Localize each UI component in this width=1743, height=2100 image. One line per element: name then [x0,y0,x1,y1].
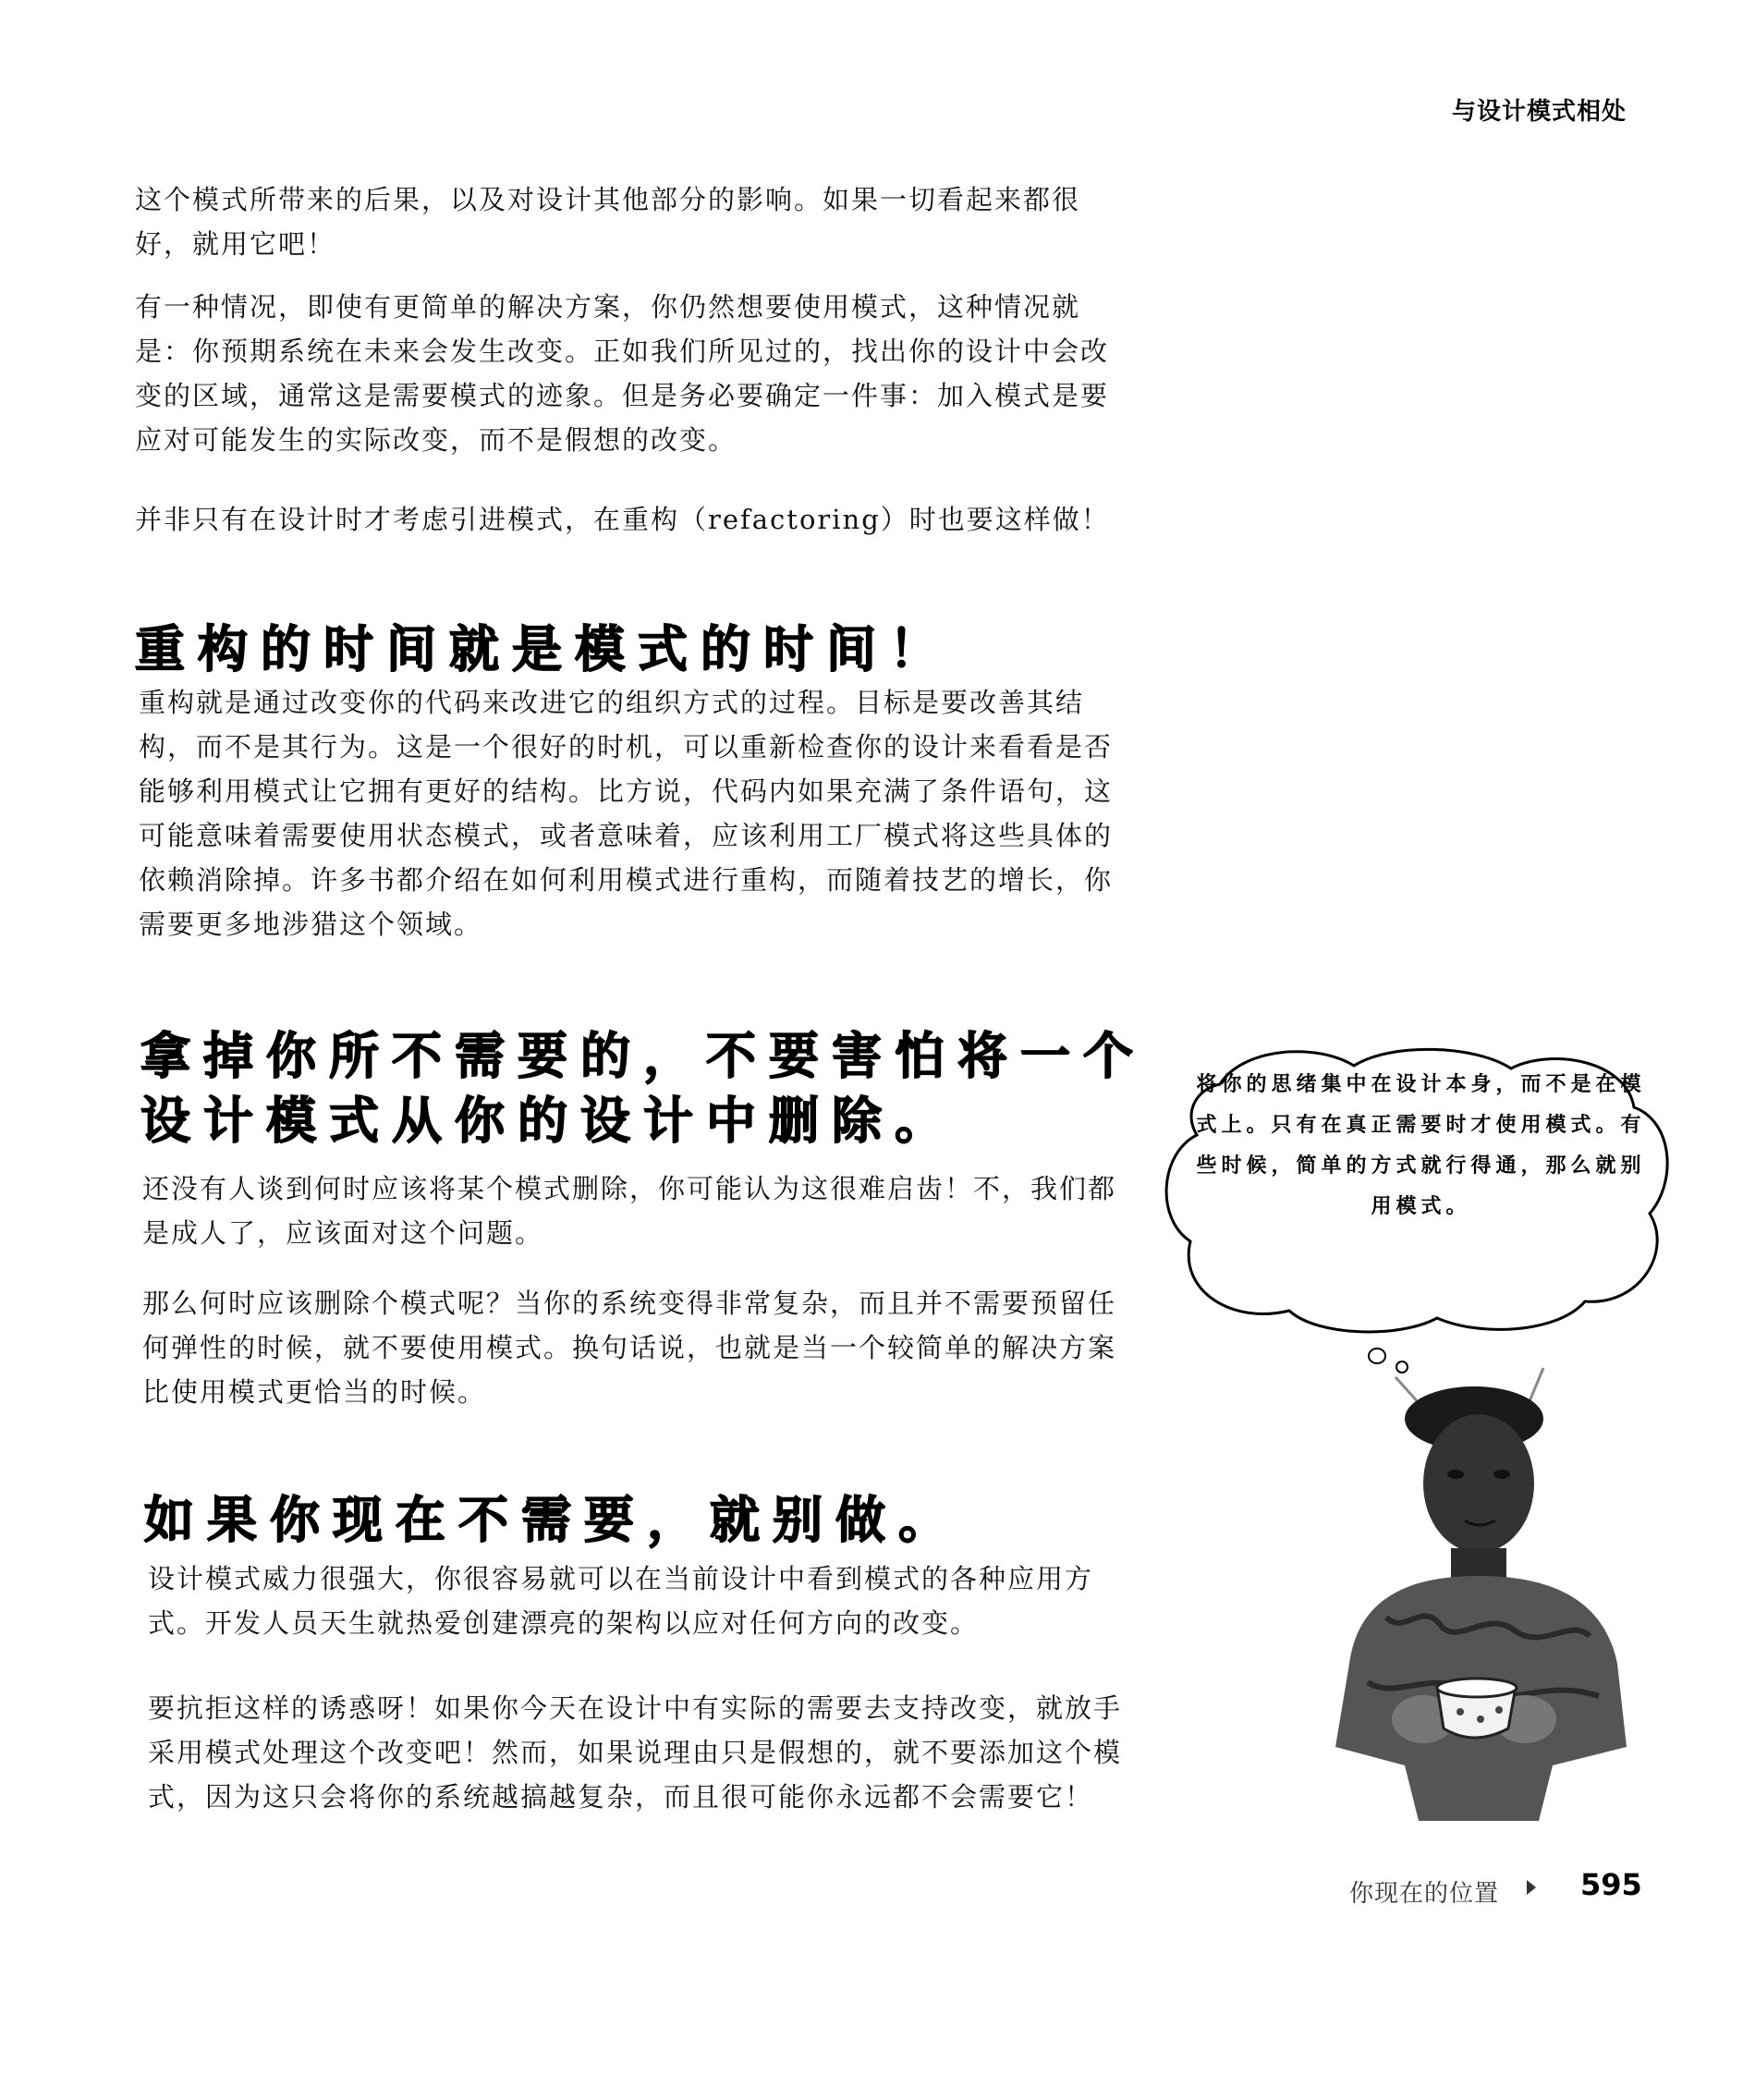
footer-location-link[interactable]: 你现在的位置 [1349,1880,1500,1908]
thought-bubble-text: 将你的思绪集中在设计本身，而不是在模式上。只有在真正需要时才使用模式。有些时候，简单的方式就行得通，那么就别用模式。 [1196,1073,1646,1218]
section-heading-dont-need: 如果你现在不需要，就别做。 [144,1491,961,1549]
section-body-dont-need-1: 设计模式威力很强大，你很容易就可以在当前设计中看到模式的各种应用方式。开发人员天生就热爱创建漂亮的架构以应对任何方向的改变。 [148,1563,1094,1639]
intro-paragraph-2: 有一种情况，即使有更简单的解决方案，你仍然想要使用模式，这种情况就是：你预期系统在未来会发生改变。正如我们所见过的，找出你的设计中会改变的区域，通常这是需要模式的迹象。但是务必要确定一件事：加入模式是要应对可能发生的实际改变，而不是假想的改变。 [135,291,1110,456]
section-heading-refactoring: 重构的时间就是模式的时间！ [135,620,952,678]
intro-paragraph-3: 并非只有在设计时才考虑引进模式，在重构（refactoring）时也要这样做！ [135,504,1110,535]
section-body-dont-need-2: 要抗拒这样的诱惑呀！如果你今天在设计中有实际的需要去支持改变，就放手采用模式处理这个改变吧！然而，如果说理由只是假想的，就不要添加这个模式，因为这只会将你的系统越搞越复杂，而且很可能你永远都不会需要它！ [148,1692,1123,1813]
section-body-remove-pattern-2: 那么何时应该删除个模式呢？当你的系统变得非常复杂，而且并不需要预留任何弹性的时候，就不要使用模式。换句话说，也就是当一个较简单的解决方案比使用模式更恰当的时候。 [142,1288,1117,1408]
triangle-right-icon [1527,1880,1536,1895]
person-holding-bowl-illustration [1331,1359,1636,1821]
section-body-refactoring: 重构就是通过改变你的代码来改进它的组织方式的过程。目标是要改善其结构，而不是其行为。这是一个很好的时机，可以重新检查你的设计来看看是否能够利用模式让它拥有更好的结构。比方说，代码内如果充满了条件语句，这可能意味着需要使用状态模式，或者意味着，应该利用工厂模式将这些具体的依赖消除掉。许多书都介绍在如何利用模式进行重构，而随着技艺的增长，你需要更多地涉猎这个领域。 [139,687,1114,940]
intro-paragraph-1: 这个模式所带来的后果，以及对设计其他部分的影响。如果一切看起来都很好，就用它吧！ [135,184,1081,260]
running-header: 与设计模式相处 [1451,98,1627,126]
thought-bubble [1155,1043,1682,1338]
section-heading-remove-pattern: 拿掉你所不需要的，不要害怕将一个设计模式从你的设计中删除。 [140,1027,1146,1150]
page-number: 595 [1580,1867,1642,1902]
person-illustration-icon [1331,1359,1636,1821]
section-body-remove-pattern-1: 还没有人谈到何时应该将某个模式删除，你可能认为这很难启齿！不，我们都是成人了，应该面对这个问题。 [142,1173,1117,1249]
